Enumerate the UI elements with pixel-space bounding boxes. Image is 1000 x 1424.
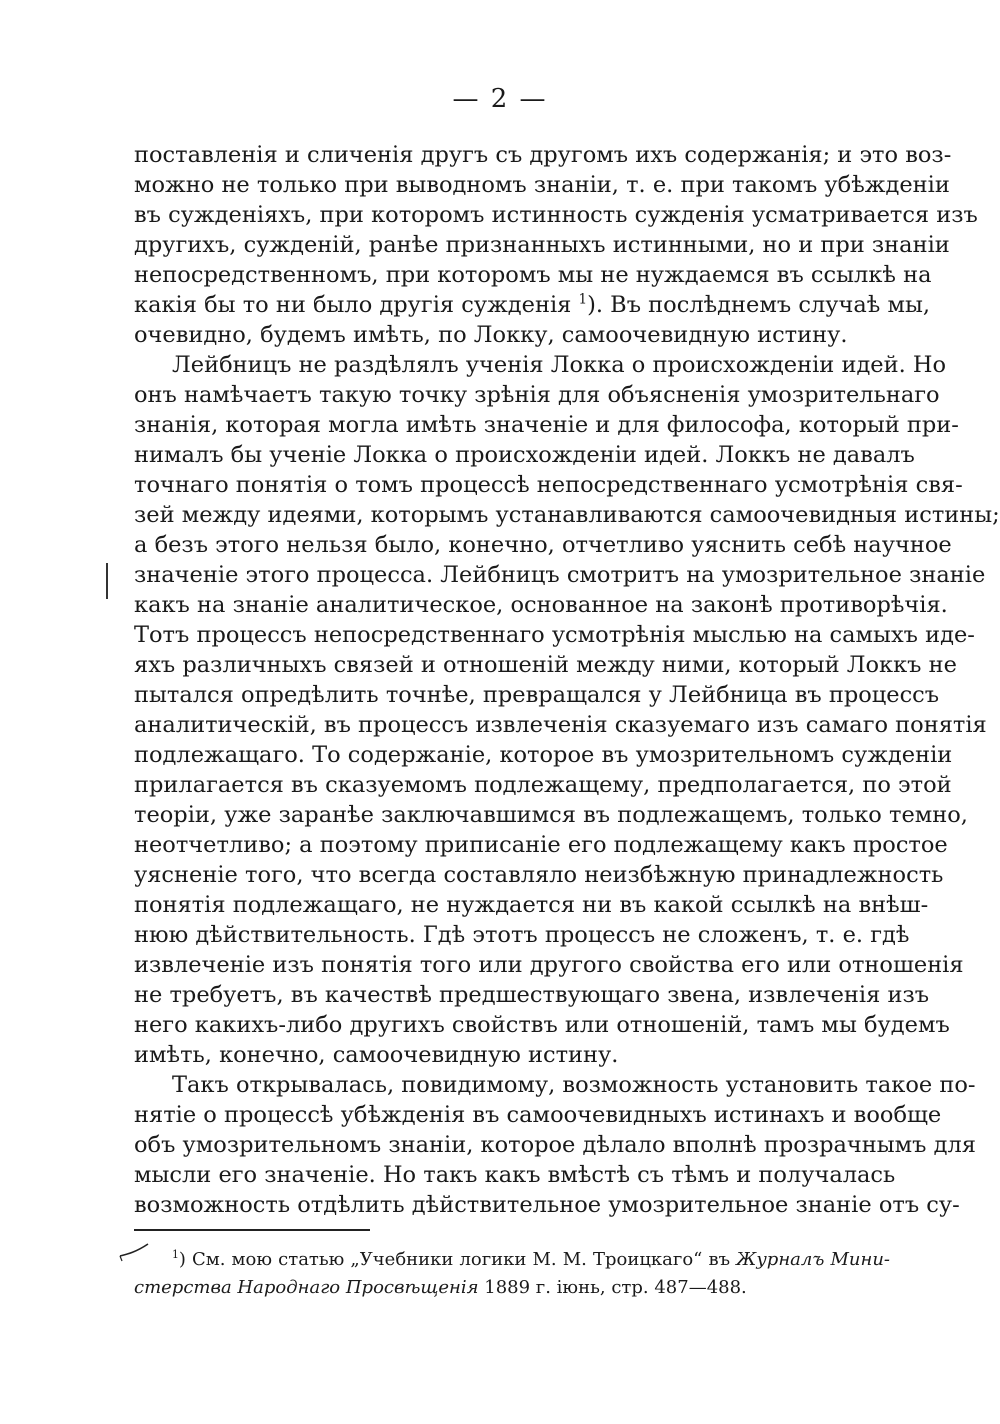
text-line: точнаго понятія о томъ процессѣ непосредственнаго усмотрѣнія свя- [134,472,963,498]
text-line: нюю дѣйствительность. Гдѣ этотъ процессъ не сложенъ, т. е. гдѣ [134,922,910,948]
footnote-line [134,1274,890,1302]
text-line: возможность отдѣлить дѣйствительное умозрительное знаніе отъ су- [134,1192,960,1218]
text-line: аналитическій, въ процессъ извлеченія сказуемаго изъ самаго понятія [134,712,987,738]
text-line: неотчетливо; а поэтому приписаніе его подлежащему какъ простое [134,832,948,858]
footnote-marker: 1 [172,1248,179,1261]
text-line: объ умозрительномъ знаніи, которое дѣлало вполнѣ прозрачнымъ для [134,1132,976,1158]
text-line: яхъ различныхъ связей и отношеній между ними, который Локкъ не [134,652,957,678]
page-number: — 2 — [452,84,548,114]
pencil-scribble-icon [118,1240,152,1262]
text-line: уясненіе того, что всегда составляло неизбѣжную принадлежность [134,862,944,888]
footnote-rule [134,1229,370,1231]
journal-title: Журналъ Мини- [736,1249,890,1270]
text-line: другихъ, сужденій, ранѣе признанныхъ истинными, но и при знаніи [134,232,950,258]
text-line: поставленія и сличенія другъ съ другомъ ихъ содержанія; и это воз- [134,142,952,168]
text-line: какъ на знаніе аналитическое, основанное на законѣ противорѣчія. [134,592,948,618]
text-line: Такъ открывалась, повидимому, возможность установить такое по- [172,1072,976,1098]
text-line: нималъ бы ученіе Локка о происхожденіи идей. Локкъ не давалъ [134,442,915,468]
text-line: мысли его значеніе. Но такъ какъ вмѣстѣ съ тѣмъ и получалась [134,1162,896,1188]
text-line: зей между идеями, которымъ устанавливаются самоочевидныя истины; [134,502,1000,528]
text-line: подлежащаго. То содержаніе, которое въ умозрительномъ сужденіи [134,742,953,768]
text-line: прилагается въ сказуемомъ подлежащему, предполагается, по этой [134,772,952,798]
text-line: онъ намѣчаетъ такую точку зрѣнія для объясненія умозрительнаго [134,382,940,408]
text-line: Лейбницъ не раздѣлялъ ученія Локка о происхожденіи идей. Но [172,352,947,378]
text-line: извлеченіе изъ понятія того или другого свойства его или отношенія [134,952,964,978]
text-line: пытался опредѣлить точнѣе, превращался у Лейбница въ процессъ [134,682,940,708]
text-line: понятія подлежащаго, не нуждается ни въ какой ссылкѣ на внѣш- [134,892,929,918]
footnote-text: ) См. мою статью „Учебники логики М. М. Троицкаго“ въ [178,1249,737,1270]
footnote-reference: 1 [578,291,588,308]
journal-title: стерства Народнаго Просвѣщенія [134,1277,479,1298]
text-line: нятіе о процессѣ убѣжденія въ самоочевидныхъ истинахъ и вообще [134,1102,942,1128]
text-line: а безъ этого нельзя было, конечно, отчетливо уяснить себѣ научное [134,532,952,558]
text-line [134,290,931,320]
text-line: имѣть, конечно, самоочевидную истину. [134,1042,619,1068]
text-fragment: какія бы то ни было другія сужденія [134,292,572,318]
text-line: не требуетъ, въ качествѣ предшествующаго звена, извлеченія изъ [134,982,930,1008]
text-fragment: ). Въ послѣднемъ случаѣ мы, [587,292,931,318]
text-line: очевидно, будемъ имѣть, по Локку, самоочевидную истину. [134,322,848,348]
text-line: значеніе этого процесса. Лейбницъ смотритъ на умозрительное знаніе [134,562,986,588]
text-line: непосредственномъ, при которомъ мы не нуждаемся въ ссылкѣ на [134,262,932,288]
text-line: теоріи, уже заранѣе заключавшимся въ подлежащемъ, только темно, [134,802,968,828]
footnote-line [172,1246,890,1274]
text-line: можно не только при выводномъ знаніи, т. е. при такомъ убѣжденіи [134,172,950,198]
text-line: знанія, которая могла имѣть значеніе и для философа, который при- [134,412,959,438]
text-line: въ сужденіяхъ, при которомъ истинность сужденія усматривается изъ [134,202,978,228]
text-line: него какихъ-либо другихъ свойствъ или отношеній, тамъ мы будемъ [134,1012,950,1038]
footnote-text: 1889 г. іюнь, стр. 487—488. [478,1277,747,1298]
text-line: Тотъ процессъ непосредственнаго усмотрѣнія мыслью на самыхъ иде- [134,622,975,648]
margin-pencil-mark [106,563,108,599]
